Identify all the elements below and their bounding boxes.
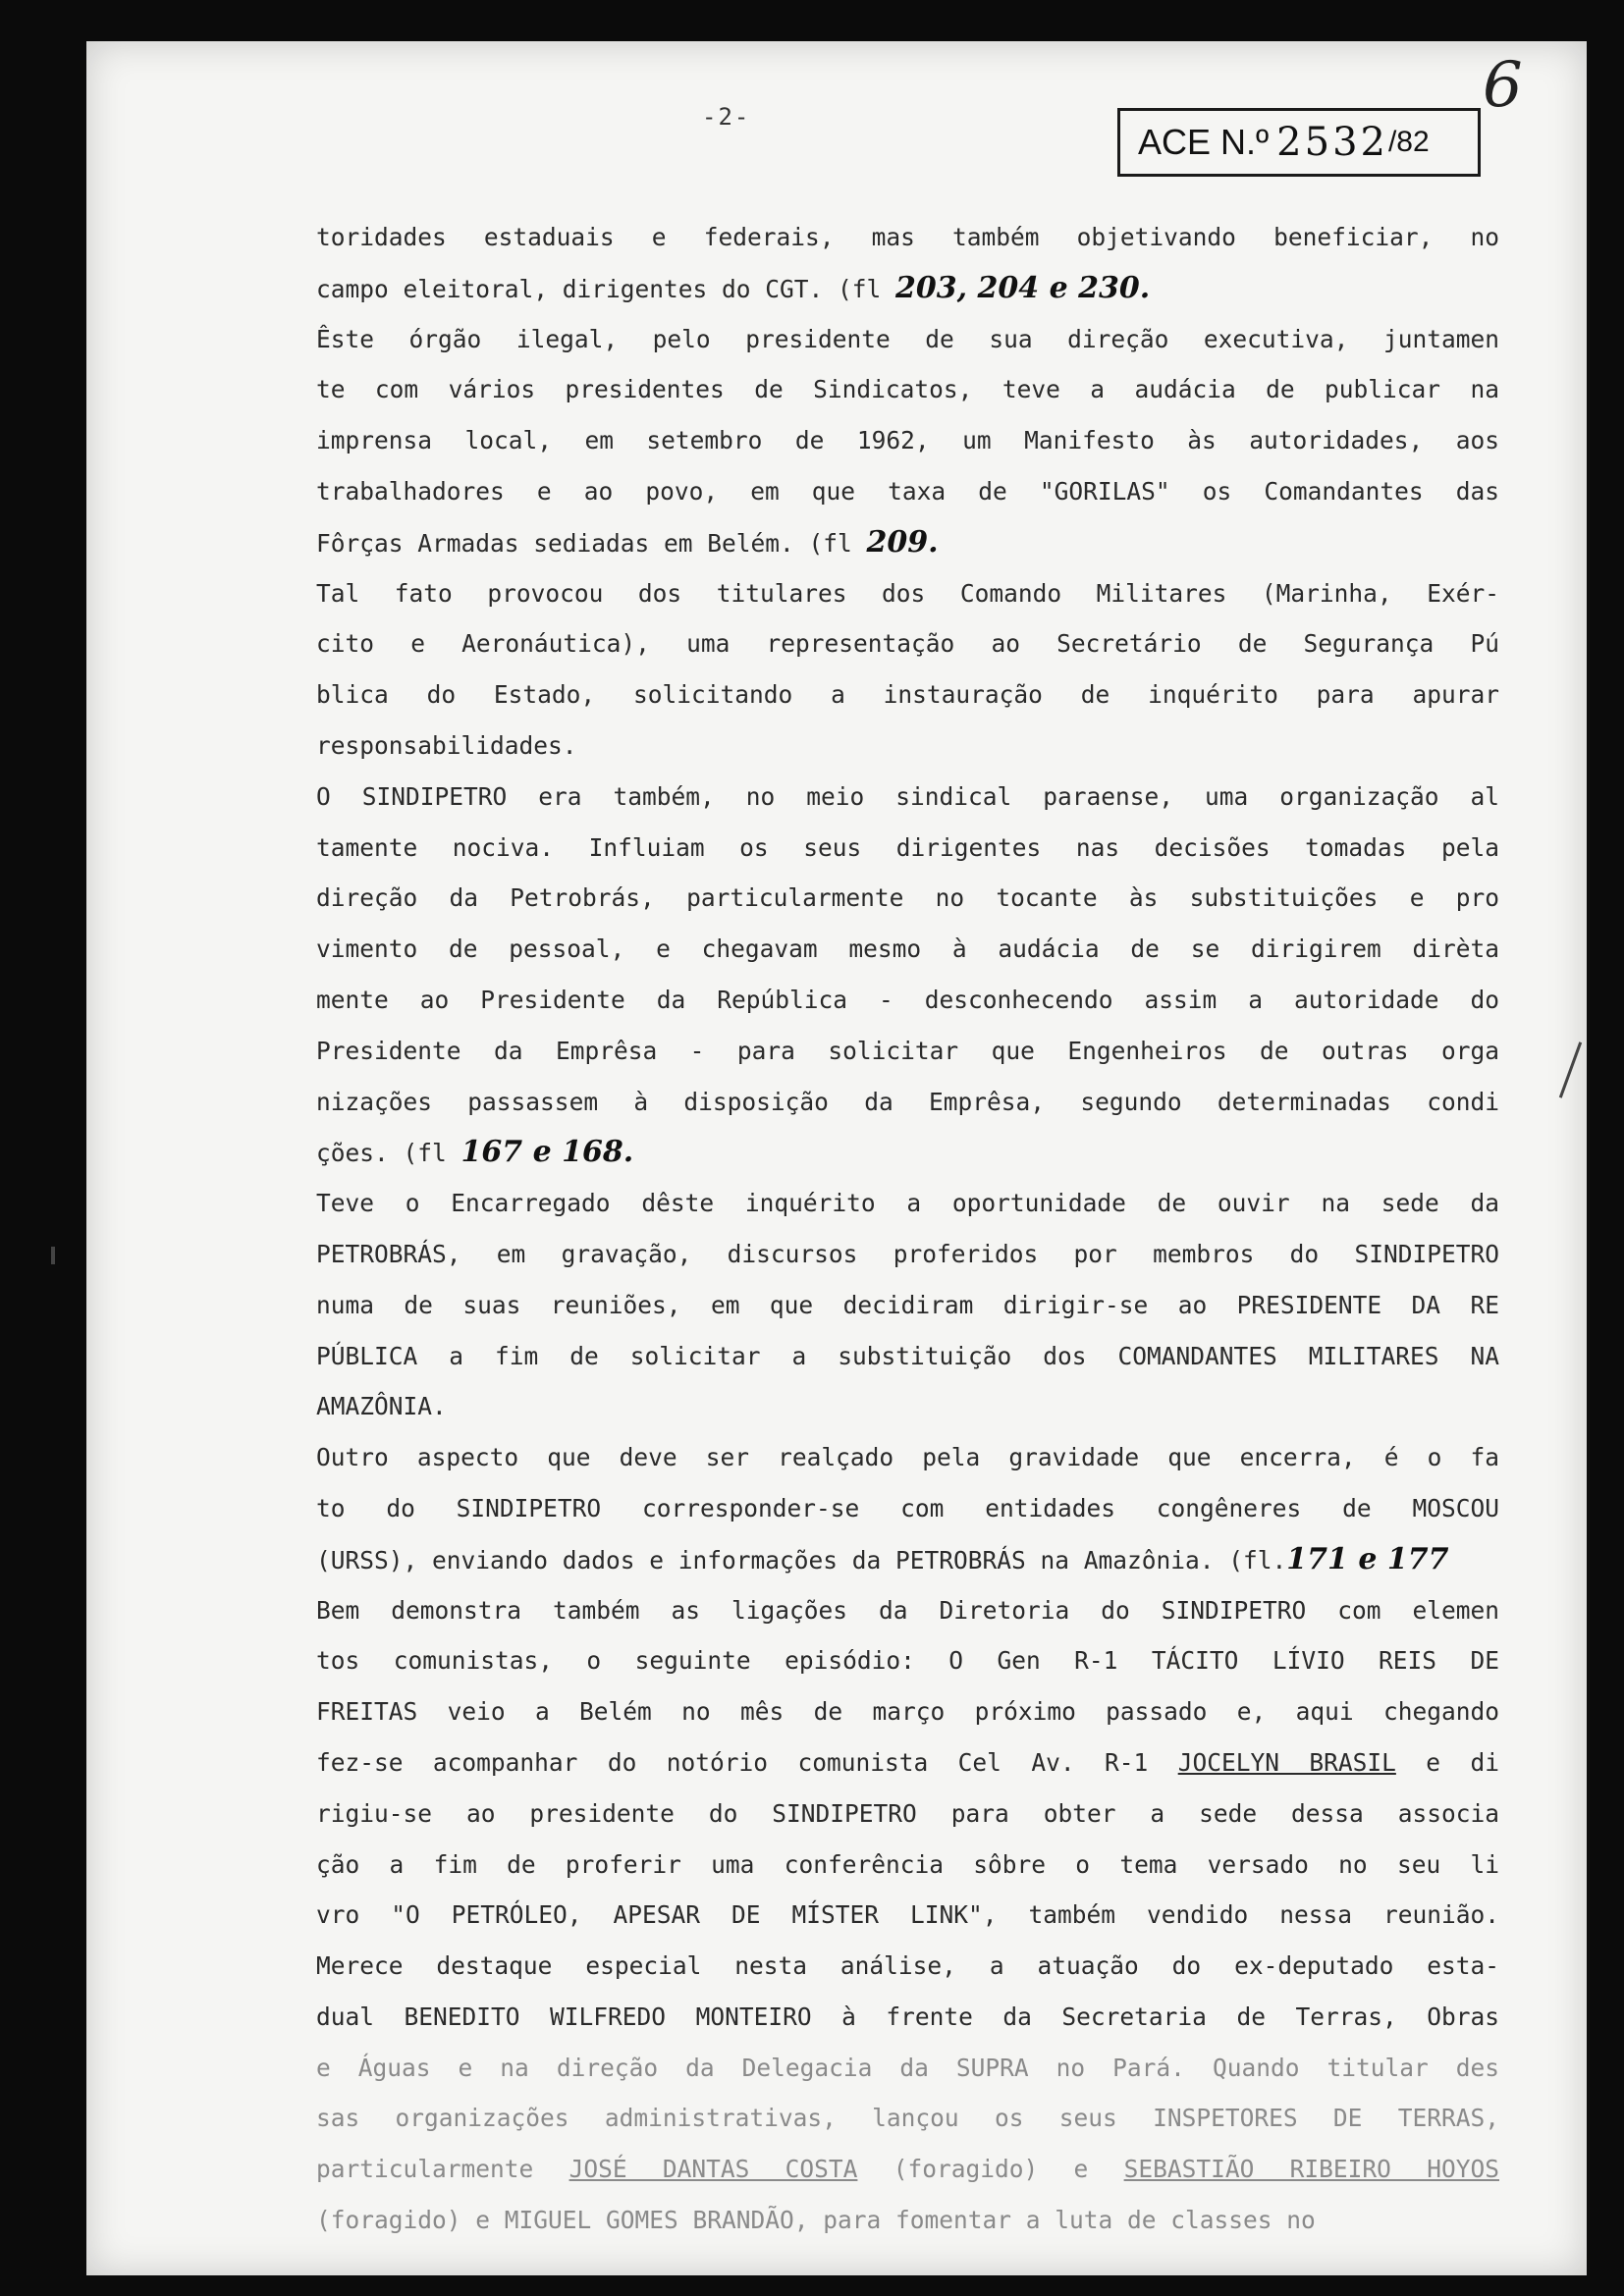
- stamp-number: 2532: [1276, 120, 1388, 165]
- text-line: [316, 2144, 1499, 2195]
- line-text: imprensa local, em setembro de 1962, um Manifesto às autoridades, aos: [316, 426, 1499, 455]
- text-line: [316, 1331, 1499, 1382]
- line-text: Outro aspecto que deve ser realçado pela gravidade que encerra, é o fa: [316, 1443, 1499, 1472]
- text-line: [316, 1127, 1499, 1178]
- line-text: cito e Aeronáutica), uma representação ao Secretário de Segurança Pú: [316, 629, 1499, 659]
- line-text: O SINDIPETRO era também, no meio sindical paraense, uma organização al: [316, 781, 1499, 811]
- text-line: [316, 1992, 1499, 2043]
- line-text: PÚBLICA a fim de solicitar a substituição dos COMANDANTES MILITARES NA: [316, 1341, 1499, 1370]
- text-line: [316, 568, 1499, 619]
- text-line: [316, 2043, 1499, 2094]
- handwritten-reference: 167 e 168.: [460, 1135, 634, 1170]
- line-text: (foragido) e: [857, 2155, 1124, 2184]
- text-line: [316, 873, 1499, 924]
- text-line: [316, 1534, 1499, 1585]
- text-line: [316, 517, 1499, 568]
- text-line: [316, 1432, 1499, 1483]
- text-line: [316, 1229, 1499, 1280]
- line-text: numa de suas reuniões, em que decidiram dirigir-se ao PRESIDENTE DA RE: [316, 1290, 1499, 1319]
- line-text: toridades estaduais e federais, mas também objetivando beneficiar, no: [316, 223, 1499, 251]
- text-line: [316, 1077, 1499, 1128]
- line-text: (URSS), enviando dados e informações da PETROBRÁS na Amazônia. (fl.: [316, 1545, 1287, 1575]
- text-line: [316, 263, 1499, 314]
- text-line: [316, 1178, 1499, 1229]
- line-text: campo eleitoral, dirigentes do CGT. (fl: [316, 274, 896, 303]
- line-text: rigiu-se ao presidente do SINDIPETRO para obter a sede dessa associa: [316, 1798, 1499, 1828]
- text-line: [316, 823, 1499, 874]
- line-text: ção a fim de proferir uma conferência sôbre o tema versado no seu li: [316, 1849, 1499, 1879]
- text-line: [316, 1585, 1499, 1636]
- line-text: tamente nociva. Influiam os seus dirigentes nas decisões tomadas pela: [316, 832, 1499, 862]
- text-line: [316, 1941, 1499, 1992]
- handwritten-reference: 203, 204 e 230.: [895, 270, 1151, 305]
- text-line: [316, 1483, 1499, 1534]
- text-line: [316, 618, 1499, 669]
- line-text: trabalhadores e ao povo, em que taxa de "GORILAS" os Comandantes das: [316, 476, 1499, 506]
- line-text: Teve o Encarregado dêste inquérito a oportunidade de ouvir na sede da: [316, 1189, 1499, 1218]
- stamp-year: /82: [1387, 126, 1430, 158]
- text-line: [316, 1026, 1499, 1077]
- text-line: [316, 1635, 1499, 1686]
- text-line: [316, 364, 1499, 415]
- text-line: [316, 924, 1499, 975]
- text-line: [316, 975, 1499, 1026]
- line-text: e Águas e na direção da Delegacia da SUPRA no Pará. Quando titular des: [316, 2053, 1499, 2082]
- text-line: [316, 2195, 1499, 2246]
- line-text: sas organizações administrativas, lançou os seus INSPETORES DE TERRAS,: [316, 2104, 1499, 2133]
- line-text: tos comunistas, o seguinte episódio: O Gen R-1 TÁCITO LÍVIO REIS DE: [316, 1646, 1499, 1676]
- line-text: dual BENEDITO WILFREDO MONTEIRO à frente da Secretaria de Terras, Obras: [316, 2002, 1499, 2031]
- text-line: [316, 1890, 1499, 1941]
- text-line: [316, 415, 1499, 466]
- text-line: [316, 1840, 1499, 1891]
- page-number: -2-: [702, 103, 751, 131]
- folio-number: 6: [1483, 49, 1523, 122]
- line-text: Tal fato provocou dos titulares dos Comando Militares (Marinha, Exér-: [316, 578, 1499, 608]
- text-line: [316, 1686, 1499, 1737]
- line-text: particularmente: [316, 2155, 569, 2184]
- handwritten-reference: 171 e 177: [1286, 1541, 1449, 1576]
- document-body: [316, 212, 1499, 2246]
- line-text: Fôrças Armadas sediadas em Belém. (fl: [316, 528, 867, 558]
- stamp-label: ACE N.º: [1138, 122, 1270, 162]
- line-text: responsabilidades.: [316, 730, 577, 760]
- text-line: [316, 721, 1499, 772]
- underlined-name: SEBASTIÃO RIBEIRO HOYOS: [1123, 2155, 1499, 2184]
- line-text: AMAZÔNIA.: [316, 1392, 447, 1421]
- text-line: [316, 2093, 1499, 2144]
- line-text: e di: [1395, 1747, 1499, 1777]
- text-line: [316, 1280, 1499, 1331]
- text-line: [316, 669, 1499, 721]
- scan-mark: [51, 1247, 55, 1264]
- text-line: [316, 1381, 1499, 1432]
- line-text: Presidente da Emprêsa - para solicitar que Engenheiros de outras orga: [316, 1036, 1499, 1065]
- line-text: FREITAS veio a Belém no mês de março próximo passado e, aqui chegando: [316, 1697, 1499, 1727]
- line-text: Êste órgão ilegal, pelo presidente de sua direção executiva, juntamen: [316, 324, 1499, 353]
- text-line: [316, 772, 1499, 823]
- text-line: [316, 466, 1499, 517]
- line-text: vro "O PETRÓLEO, APESAR DE MÍSTER LINK", também vendido nessa reunião.: [316, 1900, 1499, 1930]
- line-text: mente ao Presidente da República - desconhecendo assim a autoridade do: [316, 985, 1499, 1014]
- line-text: Merece destaque especial nesta análise, a atuação do ex-deputado esta-: [316, 1951, 1499, 1981]
- line-text: nizações passassem à disposição da Emprêsa, segundo determinadas condi: [316, 1087, 1499, 1116]
- line-text: ções. (fl: [316, 1139, 461, 1168]
- handwritten-reference: 209.: [866, 524, 939, 560]
- ace-stamp: [1117, 108, 1481, 177]
- text-line: [316, 1789, 1499, 1840]
- line-text: PETROBRÁS, em gravação, discursos proferidos por membros do SINDIPETRO: [316, 1239, 1499, 1268]
- line-text: Bem demonstra também as ligações da Diretoria do SINDIPETRO com elemen: [316, 1595, 1499, 1625]
- line-text: (foragido) e MIGUEL GOMES BRANDÃO, para fomentar a luta de classes no: [316, 2206, 1316, 2235]
- line-text: vimento de pessoal, e chegavam mesmo à audácia de se dirigirem dirèta: [316, 934, 1499, 964]
- line-text: fez-se acompanhar do notório comunista Cel Av. R-1: [316, 1747, 1178, 1777]
- line-text: to do SINDIPETRO corresponder-se com entidades congêneres de MOSCOU: [316, 1493, 1499, 1522]
- text-line: [316, 212, 1499, 263]
- underlined-name: JOSÉ DANTAS COSTA: [568, 2155, 858, 2184]
- text-line: [316, 314, 1499, 365]
- line-text: direção da Petrobrás, particularmente no tocante às substituições e pro: [316, 883, 1499, 913]
- text-line: [316, 1737, 1499, 1789]
- line-text: blica do Estado, solicitando a instauração de inquérito para apurar: [316, 680, 1499, 710]
- line-text: te com vários presidentes de Sindicatos, teve a audácia de publicar na: [316, 375, 1499, 404]
- underlined-name: JOCELYN BRASIL: [1177, 1747, 1396, 1777]
